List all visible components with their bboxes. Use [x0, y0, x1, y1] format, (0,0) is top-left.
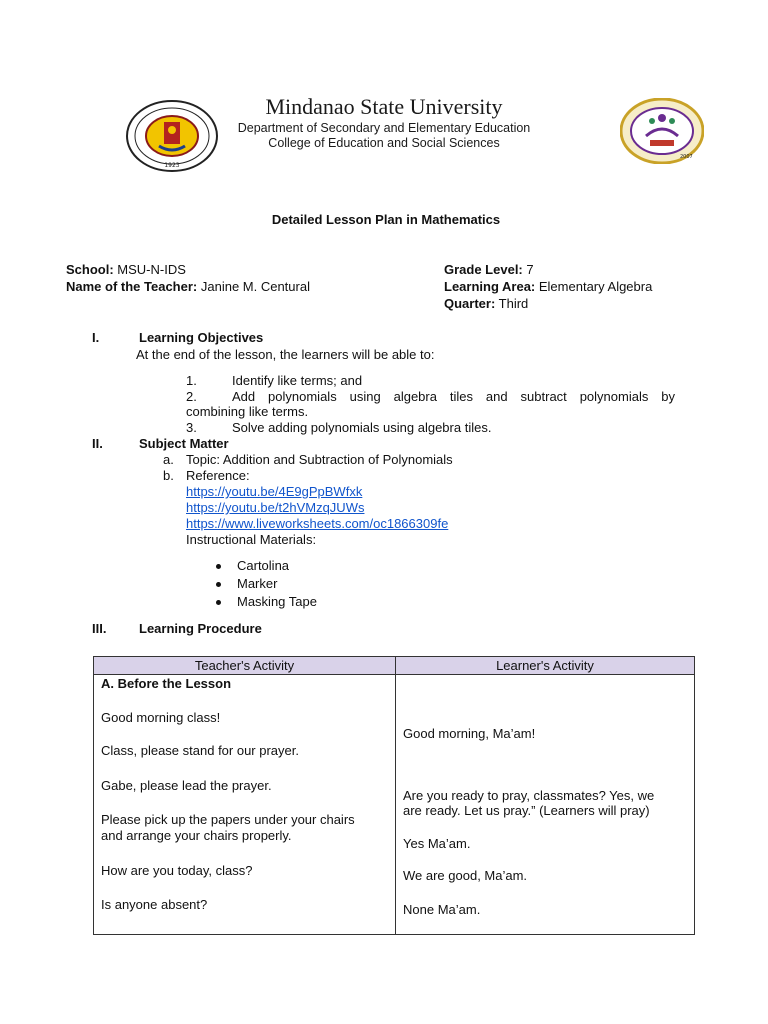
grade-value: 7: [522, 262, 534, 277]
school-label: School:: [66, 262, 114, 277]
svg-text:1923: 1923: [164, 162, 180, 169]
university-name: Mindanao State University: [265, 94, 503, 119]
teacher-line: Please pick up the papers under your chairs: [101, 812, 355, 827]
section1-numeral: I.: [92, 330, 100, 345]
grade-label: Grade Level:: [444, 262, 523, 277]
section3-heading: Learning Procedure: [139, 621, 262, 636]
learner-line: Are you ready to pray, classmates? Yes, we: [403, 788, 655, 803]
objective-number: 2.: [186, 389, 197, 404]
teacher-line: How are you today, class?: [101, 863, 253, 878]
learner-line: Yes Ma’am.: [403, 836, 471, 851]
bullet-icon: [216, 582, 221, 587]
objective-text: Identify like terms; and: [232, 373, 363, 388]
objective-number: 3.: [186, 420, 197, 435]
teacher-activity-header: Teacher's Activity: [94, 657, 396, 675]
learner-line: None Ma’am.: [403, 902, 481, 917]
reference-link[interactable]: https://youtu.be/t2hVMzqJUWs: [186, 500, 365, 515]
objective-text: Solve adding polynomials using algebra tiles.: [232, 420, 492, 435]
material-item: Cartolina: [237, 558, 290, 573]
objective-number: 1.: [186, 373, 197, 388]
learning-area-label: Learning Area:: [444, 279, 536, 294]
svg-text:2007: 2007: [680, 154, 693, 160]
school-field: [66, 262, 186, 277]
teacher-line: Good morning class!: [101, 710, 221, 725]
learner-activity-cell: [396, 675, 695, 935]
bullet-icon: [216, 600, 221, 605]
school-value: MSU-N-IDS: [113, 262, 186, 277]
learning-area-value: Elementary Algebra: [535, 279, 653, 294]
before-lesson-heading: A. Before the Lesson: [101, 676, 232, 691]
learning-area-field: [444, 279, 652, 294]
material-item: Marker: [237, 576, 278, 591]
teacher-line: Is anyone absent?: [101, 897, 208, 912]
learner-line: We are good, Ma’am.: [403, 868, 528, 883]
learner-line: are ready. Let us pray.” (Learners will pray): [403, 803, 650, 818]
section2-numeral: II.: [92, 436, 103, 451]
college-name: College of Education and Social Sciences: [268, 136, 500, 150]
topic-text: Topic: Addition and Subtraction of Polynomials: [186, 452, 453, 467]
section1-heading: Learning Objectives: [139, 330, 264, 345]
reference-label: Reference:: [186, 468, 250, 483]
procedure-table: [93, 656, 695, 935]
reference-link[interactable]: https://www.liveworksheets.com/oc1866309fe: [186, 516, 449, 531]
objectives-intro: At the end of the lesson, the learners will be able to:: [136, 347, 435, 362]
quarter-label: Quarter:: [444, 296, 496, 311]
reference-link[interactable]: https://youtu.be/4E9gPpBWfxk: [186, 484, 363, 499]
material-item: Masking Tape: [237, 594, 317, 609]
objective-text-continued: combining like terms.: [186, 404, 309, 419]
document-title: Detailed Lesson Plan in Mathematics: [271, 212, 501, 227]
teacher-value: Janine M. Centural: [197, 279, 310, 294]
bullet-icon: [216, 564, 221, 569]
topic-marker: a.: [163, 452, 174, 467]
teacher-line: and arrange your chairs properly.: [101, 828, 292, 843]
teacher-activity-cell: [94, 675, 396, 935]
objective-text: Add polynomials using algebra tiles and subtract polynomials by: [232, 389, 675, 404]
materials-label: Instructional Materials:: [186, 532, 317, 547]
teacher-line: Class, please stand for our prayer.: [101, 743, 299, 758]
quarter-value: Third: [495, 296, 529, 311]
department-name: Department of Secondary and Elementary Education: [237, 121, 531, 135]
learner-line: Good morning, Ma’am!: [403, 726, 536, 741]
reference-marker: b.: [163, 468, 174, 483]
learner-activity-header: Learner's Activity: [396, 657, 695, 675]
teacher-label: Name of the Teacher:: [66, 279, 198, 294]
teacher-field: [66, 279, 310, 294]
section3-numeral: III.: [92, 621, 107, 636]
grade-field: [444, 262, 534, 277]
quarter-field: [444, 296, 528, 311]
section2-heading: Subject Matter: [139, 436, 229, 451]
teacher-line: Gabe, please lead the prayer.: [101, 778, 272, 793]
